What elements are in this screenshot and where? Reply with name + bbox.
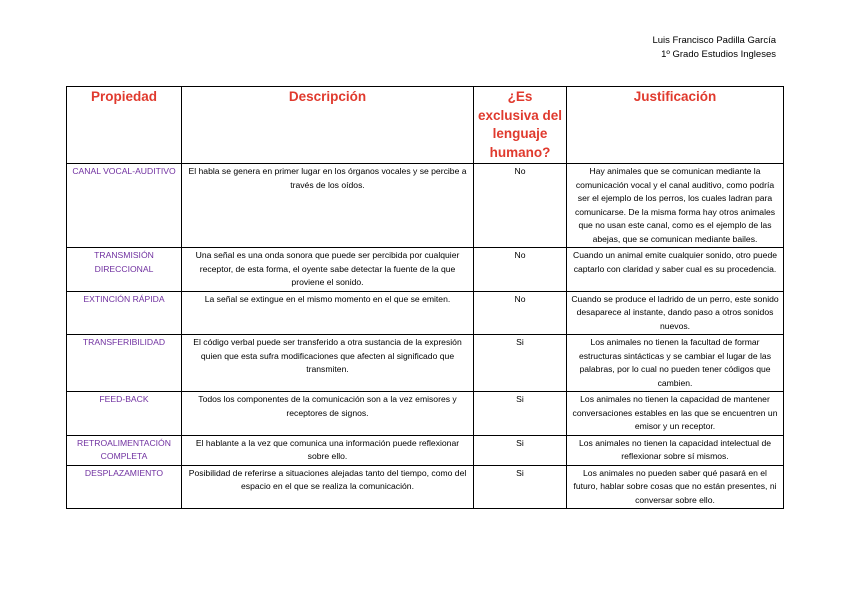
header-justification: Justificación bbox=[567, 87, 784, 164]
cell-justification: Cuando un animal emite cualquier sonido, otro puede captarlo con claridad y saber cual es su procedencia. bbox=[567, 248, 784, 292]
cell-property: FEED-BACK bbox=[67, 392, 182, 436]
cell-property: DESPLAZAMIENTO bbox=[67, 465, 182, 509]
cell-property: TRANSMISIÓN DIRECCIONAL bbox=[67, 248, 182, 292]
table-row bbox=[67, 335, 784, 392]
cell-property: EXTINCIÓN RÁPIDA bbox=[67, 291, 182, 335]
header-exclusive: ¿Es exclusiva del lenguaje humano? bbox=[474, 87, 567, 164]
author-block bbox=[652, 34, 776, 62]
cell-exclusive: Si bbox=[474, 335, 567, 392]
cell-description: Todos los componentes de la comunicación son a la vez emisores y receptores de signos. bbox=[182, 392, 474, 436]
table-row bbox=[67, 435, 784, 465]
cell-exclusive: No bbox=[474, 248, 567, 292]
table-row bbox=[67, 291, 784, 335]
author-course: 1º Grado Estudios Ingleses bbox=[661, 49, 776, 60]
header-property: Propiedad bbox=[67, 87, 182, 164]
cell-description: El hablante a la vez que comunica una información puede reflexionar sobre ello. bbox=[182, 435, 474, 465]
cell-justification: Los animales no tienen la capacidad intelectual de reflexionar sobre sí mismos. bbox=[567, 435, 784, 465]
cell-justification: Cuando se produce el ladrido de un perro, este sonido desaparece al instante, dando paso a otros sonidos nuevos. bbox=[567, 291, 784, 335]
cell-description: Posibilidad de referirse a situaciones alejadas tanto del tiempo, como del espacio en el que se realiza la comunicación. bbox=[182, 465, 474, 509]
cell-exclusive: Si bbox=[474, 465, 567, 509]
cell-description: El habla se genera en primer lugar en los órganos vocales y se percibe a través de los oídos. bbox=[182, 164, 474, 248]
table-row bbox=[67, 392, 784, 436]
cell-exclusive: Si bbox=[474, 392, 567, 436]
header-description: Descripción bbox=[182, 87, 474, 164]
cell-description: La señal se extingue en el mismo momento en el que se emiten. bbox=[182, 291, 474, 335]
table-header-row bbox=[67, 87, 784, 164]
cell-description: El código verbal puede ser transferido a otra sustancia de la expresión quien que esta sufra modificaciones que afecten al significado que transmiten. bbox=[182, 335, 474, 392]
cell-description: Una señal es una onda sonora que puede ser percibida por cualquier receptor, de esta forma, el oyente sabe detectar la fuente de la que proviene el sonido. bbox=[182, 248, 474, 292]
cell-justification: Los animales no pueden saber qué pasará en el futuro, hablar sobre cosas que no están presentes, ni conversar sobre ello. bbox=[567, 465, 784, 509]
cell-justification: Hay animales que se comunican mediante la comunicación vocal y el canal auditivo, como podría ser el ejemplo de los perros, los cuales ladran para comunicarse. De la misma forma hay otros animales que no usan este canal, como es el ejemplo de las abejas, que se comunican mediante bailes. bbox=[567, 164, 784, 248]
table-row bbox=[67, 465, 784, 509]
properties-table bbox=[66, 86, 784, 509]
cell-justification: Los animales no tienen la capacidad de mantener conversaciones estables en las que se encuentren un emisor y un receptor. bbox=[567, 392, 784, 436]
cell-justification: Los animales no tienen la facultad de formar estructuras sintácticas y se cambiar el lugar de las palabras, por lo cual no pueden tener códigos que cambien. bbox=[567, 335, 784, 392]
cell-property: RETROALIMENTACIÓN COMPLETA bbox=[67, 435, 182, 465]
author-name: Luis Francisco Padilla García bbox=[652, 35, 776, 46]
cell-property: TRANSFERIBILIDAD bbox=[67, 335, 182, 392]
table-row bbox=[67, 164, 784, 248]
cell-exclusive: Si bbox=[474, 435, 567, 465]
table-row bbox=[67, 248, 784, 292]
cell-exclusive: No bbox=[474, 164, 567, 248]
cell-exclusive: No bbox=[474, 291, 567, 335]
cell-property: CANAL VOCAL-AUDITIVO bbox=[67, 164, 182, 248]
